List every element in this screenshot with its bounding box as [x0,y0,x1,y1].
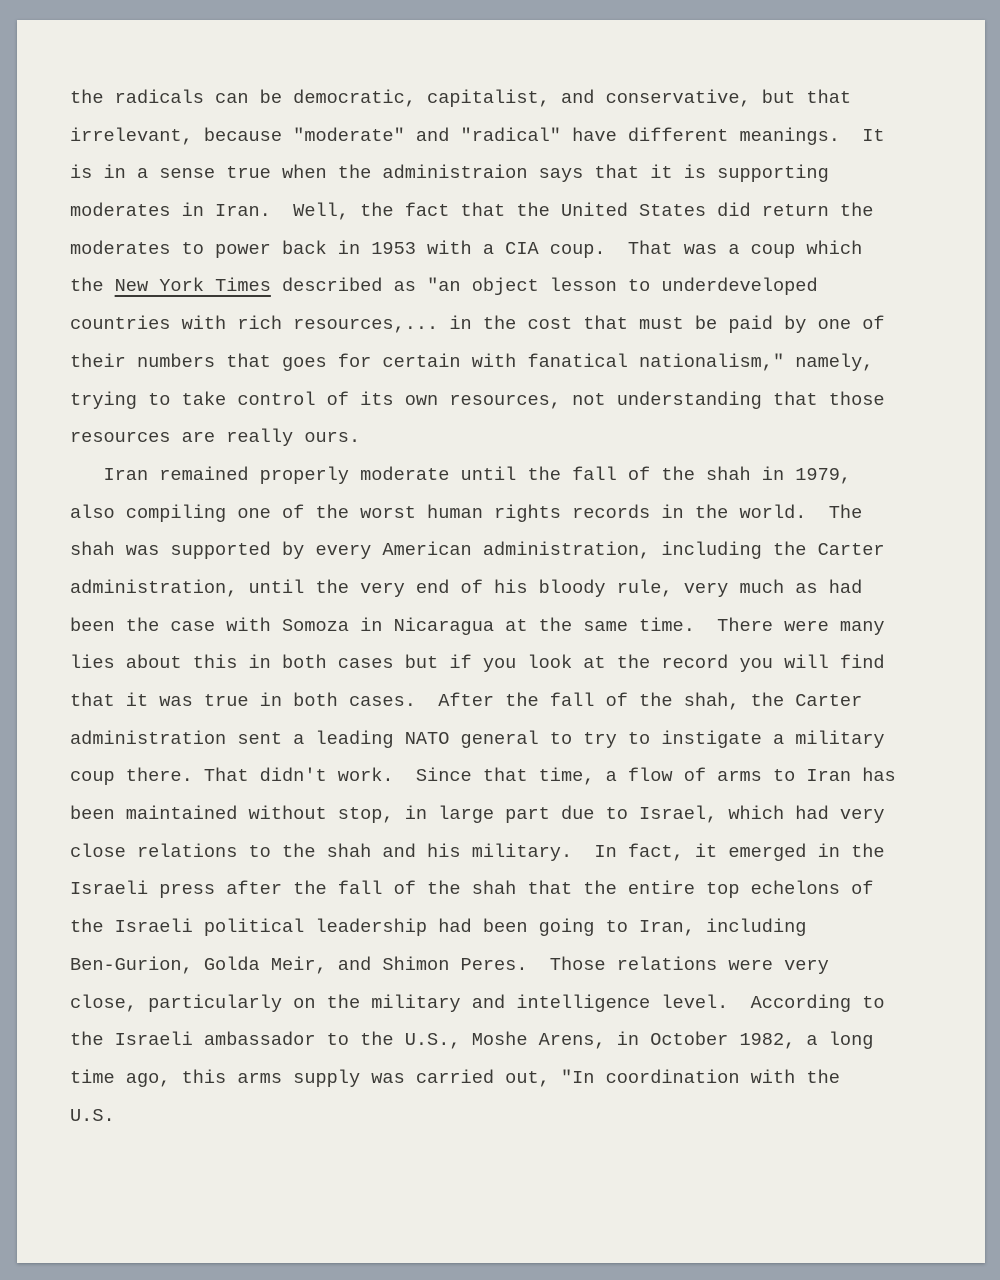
text-line [70,909,945,947]
text-line [70,985,945,1023]
text-segment: Ben-Gurion, Golda Meir, and Shimon Peres. Those relations were very [70,954,829,976]
text-line [70,645,945,683]
text-line [70,495,945,533]
text-segment: resources are really ours. [70,427,361,449]
text-segment: countries with rich resources,... in the cost that must be paid by one of [70,314,885,336]
text-line [70,344,945,382]
text-line [70,155,945,193]
text-line [70,947,945,985]
text-segment: irrelevant, because "moderate" and "radical" have different meanings. It [70,125,885,147]
text-segment: moderates to power back in 1953 with a CIA coup. That was a coup which [70,238,863,260]
document-page [17,20,985,1263]
text-segment: trying to take control of its own resources, not understanding that those [70,389,885,411]
text-segment: described as "an object lesson to underdeveloped [270,276,818,298]
text-line [70,457,945,495]
text-line [70,382,945,420]
text-line [70,118,945,156]
text-line [70,231,945,269]
text-segment: the Israeli ambassador to the U.S., Moshe Arens, in October 1982, a long [70,1030,874,1052]
text-segment: that it was true in both cases. After the fall of the shah, the Carter [70,691,863,712]
text-segment: time ago, this arms supply was carried out, "In coordination with the [70,1067,840,1089]
text-line [70,683,945,721]
text-line [70,834,945,872]
text-line [70,80,945,118]
text-line [70,796,945,834]
text-segment: shah was supported by every American administration, including the Carter [70,540,885,562]
text-line [70,1022,945,1060]
text-segment: their numbers that goes for certain with fanatical nationalism," namely, [70,351,874,373]
text-line [70,532,945,570]
text-line [70,871,945,909]
text-line [70,306,945,344]
text-line [70,193,945,231]
text-line [70,419,945,457]
text-line [70,1060,945,1098]
text-segment: administration sent a leading NATO general to try to instigate a military [70,728,885,750]
text-segment: administration, until the very end of his bloody rule, very much as had [70,577,863,599]
underlined-publication-name: New York Times [114,276,271,298]
text-segment: moderates in Iran. Well, the fact that the United States did return the [70,201,874,223]
text-segment: coup there. That didn't work. Since that time, a flow of arms to Iran has [70,766,896,788]
text-segment: been the case with Somoza in Nicaragua at the same time. There were many [70,615,885,637]
text-segment: the radicals can be democratic, capitalist, and conservative, but that [70,88,852,109]
text-segment: also compiling one of the worst human rights records in the world. The [70,502,863,524]
text-line [70,758,945,796]
text-segment: Iran remained properly moderate until the fall of the shah in 1979, [70,464,852,486]
text-segment: lies about this in both cases but if you look at the record you will find [70,653,885,675]
text-line [70,268,945,306]
text-line [70,570,945,608]
text-segment: been maintained without stop, in large part due to Israel, which had very [70,804,885,826]
text-segment: U.S. [70,1105,115,1127]
text-segment: Israeli press after the fall of the shah that the entire top echelons of [70,879,874,901]
text-line [70,1098,945,1136]
text-segment: the Israeli political leadership had been going to Iran, including [70,917,807,939]
text-segment: the [70,276,115,298]
text-segment: close, particularly on the military and intelligence level. According to [70,992,885,1014]
document-text [70,80,945,1135]
text-segment: close relations to the shah and his military. In fact, it emerged in the [70,841,885,863]
text-segment: is in a sense true when the administraion says that it is supporting [70,163,829,185]
text-line [70,608,945,646]
text-line [70,721,945,759]
